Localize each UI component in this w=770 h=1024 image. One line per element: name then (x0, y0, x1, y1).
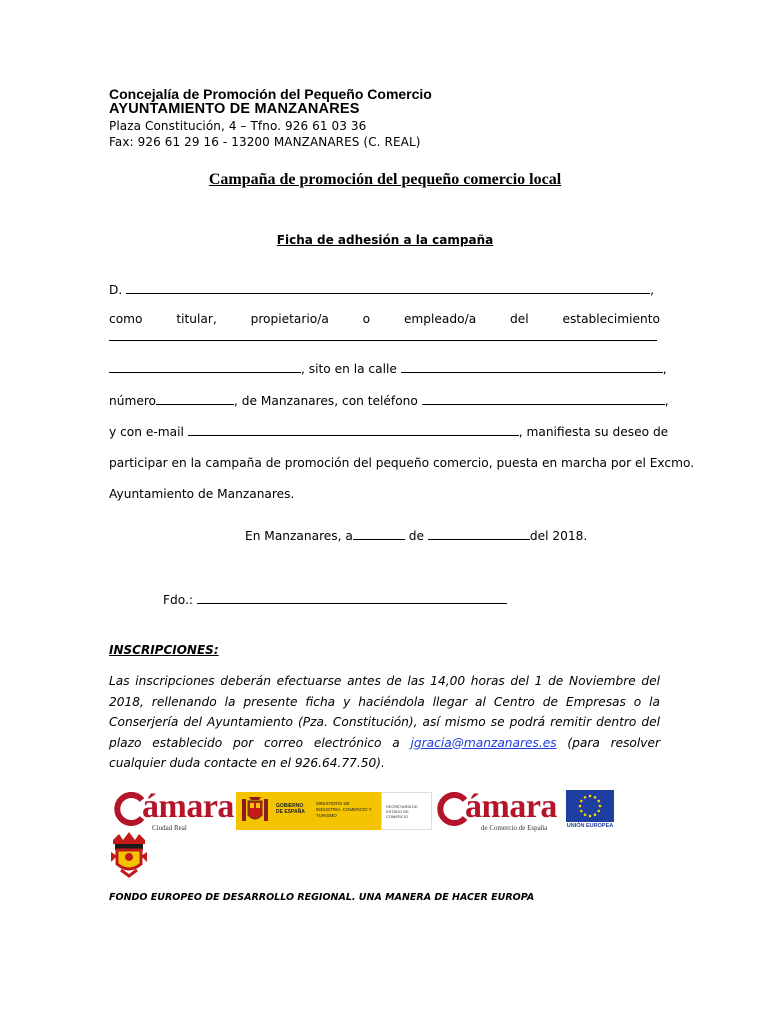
date-de: de (404, 529, 428, 543)
gobierno-espana-logo (236, 792, 432, 830)
email-line (109, 424, 668, 439)
role-word: establecimiento (562, 312, 660, 326)
spain-coat-of-arms-icon (240, 795, 270, 827)
phone-label: , de Manzanares, con teléfono (234, 394, 422, 408)
camara-word: ámara (465, 788, 557, 825)
org-name: AYUNTAMIENTO DE MANZANARES (109, 101, 360, 117)
form-subtitle: Ficha de adhesión a la campaña (276, 233, 494, 247)
eu-logo (566, 790, 614, 830)
street-label: , sito en la calle (301, 362, 401, 376)
inscripciones-contact: (para resolver cualquier duda contacte en el 926.64.77.50). (109, 735, 660, 770)
gobierno-line2: DE ESPAÑA (276, 809, 305, 815)
date-prefix: En Manzanares, a (245, 529, 353, 543)
email-field[interactable] (188, 424, 519, 436)
role-word: del (510, 312, 529, 326)
inscripciones-text (109, 671, 660, 774)
date-line (245, 528, 587, 543)
name-field[interactable] (126, 282, 650, 294)
camara-espana-logo (437, 790, 561, 836)
name-line: D. , (109, 283, 655, 297)
name-label: D. (109, 283, 127, 297)
secretaria-label: SECRETARÍA DE ESTADO DE COMERCIO (386, 804, 418, 819)
role-word: empleado/a (403, 312, 477, 326)
participation-text: participar en la campaña de promoción del pequeño comercio, puesta en marcha por el Excmo. (109, 456, 695, 470)
inscripciones-body: Las inscripciones deberán efectuarse antes de las 14,00 horas del 1 de Noviembre del 2018, rellenando la presente ficha y haciéndola llegar al Centro de Empresas o la Conserjería del Ayuntamiento (Pza. Constitución), así mismo se podrá remitir dentro del plazo establecido por correo electrónico a (109, 674, 660, 750)
establishment-field[interactable] (109, 340, 657, 341)
number-label: número (109, 394, 157, 408)
role-line (109, 312, 660, 326)
phone-field[interactable] (422, 393, 665, 405)
date-suffix: del 2018. (529, 529, 588, 543)
street-line: , sito en la calle , (109, 361, 667, 376)
ayuntamiento-text: Ayuntamiento de Manzanares. (109, 487, 295, 501)
inscripciones-heading: INSCRIPCIONES: (109, 643, 219, 657)
camara-subtitle: Ciudad Real (152, 824, 187, 832)
role-word: titular, (176, 312, 217, 326)
manifiesta-text: , manifiesta su deseo de (518, 425, 669, 439)
org-fax: Fax: 926 61 29 16 - 13200 MANZANARES (C. REAL) (109, 135, 421, 149)
email-label: y con e-mail (109, 425, 188, 439)
date-day-field[interactable] (353, 528, 405, 540)
document-title: Campaña de promoción del pequeño comercio local (208, 171, 562, 188)
signature-field[interactable] (197, 592, 507, 604)
role-word: propietario/a (250, 312, 329, 326)
signature-label: Fdo.: (163, 593, 197, 607)
ministerio-label: MINISTERIO DE INDUSTRIA, COMERCIO Y TURISMO (316, 801, 372, 818)
org-address: Plaza Constitución, 4 – Tfno. 926 61 03 36 (109, 119, 367, 133)
eu-flag-icon (566, 790, 614, 822)
coat-of-arms-icon (109, 830, 149, 878)
number-line: número , de Manzanares, con teléfono , (109, 394, 669, 408)
street-field[interactable] (401, 361, 663, 373)
role-word: o (362, 312, 371, 326)
signature-line (163, 592, 507, 607)
establishment-name-field[interactable] (109, 361, 301, 373)
email-link[interactable]: jgracia@manzanares.es (410, 735, 557, 750)
role-word: como (109, 312, 143, 326)
camara-word: ámara (142, 788, 234, 825)
gobierno-line1: GOBIERNO (276, 803, 304, 809)
number-field[interactable] (156, 393, 234, 405)
footer-text: FONDO EUROPEO DE DESARROLLO REGIONAL. UNA MANERA DE HACER EUROPA (109, 892, 535, 903)
camara-subtitle: de Comercio de España (481, 824, 548, 832)
org-department: Concejalía de Promoción del Pequeño Comercio (109, 86, 432, 102)
date-month-field[interactable] (428, 528, 530, 540)
eu-label: UNIÓN EUROPEA (566, 823, 614, 829)
